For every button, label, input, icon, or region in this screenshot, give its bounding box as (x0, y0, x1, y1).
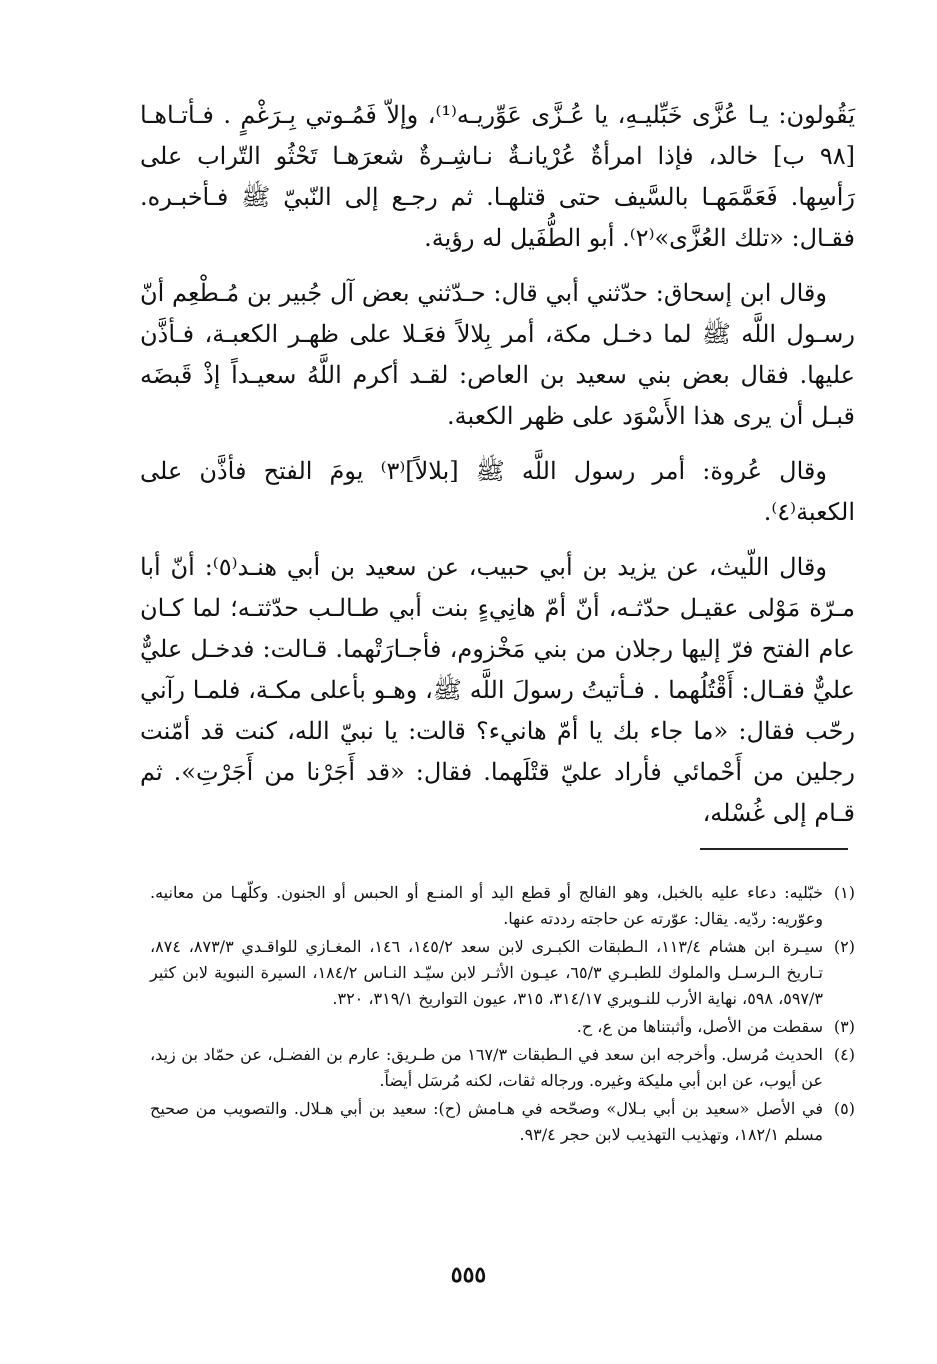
paragraph: وقال ابن إسحاق: حدّثني أبي قال: حـدّثني بعض آل جُبير بن مُـطْعِم أنّ رسـول اللَّه ﷺ لما دخـل مكة، أمر بِلالاً فعَـلا على ظهـر الكعبـة، فـأذَّن عليها. فقال بعض بني سعيد بن العاص: لقـد أكرم اللَّهُ سعيـداً إذْ قَبضَه قبـل أن يرى هذا الأَسْوَد على ظهر الكعبة. (140, 279, 855, 430)
paragraph: يَقُولون: يـا عُزَّى خَبِّليـهِ، يا عُـزَّى عَوِّريـه⁽¹⁾، وإلاّ فَمُـوتي بِـرَغْمٍ . فـأتـاهـا [٩٨ ب] خالد، فإذا امرأةٌ عُرْيانـةٌ نـاشِـرةٌ شعرَهـا تَحْثُو التّراب على رَأسِها. فَعَمَّمَهـا بالسَّيف حتى قتلهـا. ثم رجـع إلى النّبيّ ﷺ فـأخبـره. فقـال: «تلك العُزَّى»⁽٢⁾. أبو الطُّفَيل له رؤية. (140, 101, 855, 252)
footnote-text: خبّليه: دعاء عليه بالخبل، وهو الفالج أو قطع اليد أو المنـع أو الحبس أو الجنون. وكلّهـا من معانيه. وعوّريه: ردّيه. يقال: عوّرته عن حاجته رددته عنها. (150, 883, 823, 928)
footnote (150, 880, 855, 932)
footnote-text: سقطت من الأصل، وأثبتناها من ع، ح. (576, 1017, 823, 1036)
footnote-number: (٥) (833, 1099, 855, 1118)
footnote (150, 1042, 855, 1094)
footnote-text: سيـرة ابن هشام ١١٣/٤، الـطبقات الكبـرى لابن سعد ١٤٥/٢، ١٤٦، المغـازي للواقـدي ٨٧٣/٣، ٨٧٤، تـاريخ الـرسـل والملوك للطبـري ٦٥/٣، عيـون الأثـر لابن سيّـد النـاس ١٨٤/٢، السيرة النبوية لابن كثير ٥٩٧/٣، ٥٩٨، نهاية الأرب للنـويري ٣١٤/١٧، ٣١٥، عيون التواريخ ٣١٩/١، ٣٢٠. (150, 937, 823, 1008)
footnote-separator (700, 848, 848, 850)
main-text (140, 95, 855, 848)
footnote-number: (٣) (833, 1017, 855, 1036)
footnote-text: في الأصل «سعيد بن أبي بـلال» وصحّحه في هـامش (ح): سعيد بن أبي هـلال. والتصويب من صحيح مسلم ١٨٢/١، وتهذيب التهذيب لابن حجر ٩٣/٤. (150, 1099, 823, 1144)
footnote-text: الحديث مُرسل. وأخرجه ابن سعد في الـطبقات ١٦٧/٣ من طـريق: عارم بن الفضـل، عن حمّاد بن زيد، عن أيوب، عن ابن أبي مليكة وغيره. ورجاله ثقات، لكنه مُرسَل أيضاً. (150, 1045, 823, 1090)
footnotes (150, 880, 855, 1150)
footnote (150, 1096, 855, 1148)
footnote (150, 934, 855, 1012)
paragraph: وقال عُروة: أمر رسول اللَّه ﷺ [بلالاً]⁽٣⁾ يومَ الفتح فأذَّن على الكعبة⁽٤⁾. (140, 457, 855, 526)
footnote-number: (٤) (833, 1045, 855, 1064)
footnote-number: (١) (833, 883, 855, 902)
paragraph: وقال اللّيث، عن يزيد بن أبي حبيب، عن سعيد بن أبي هنـد⁽٥⁾: أنّ أبا مـرّة مَوْلى عقيـل حدّثـه، أنّ أمّ هانِيءٍ بنت أبي طـالـب حدّثتـه؛ لما كـان عام الفتح فرّ إليها رجلان من بني مَخْزوم، فأجـارَتْهما. قـالت: فدخـل عليٌّ عليٌّ فقـال: أَقْتُلُهما . فـأتيتُ رسولَ اللَّه ﷺ، وهـو بأعلى مكـة، فلمـا رآني رحّب فقال: «ما جاء بك يا أمّ هانيء؟ قالت: يا نبيّ الله، كنت قد أمّنت رجلين من أَحْمائي فأراد عليّ قتْلَهما. فقال: «قد أَجَرْنا من أَجَرْتِ». ثم قـام إلى غُسْله، (140, 553, 855, 827)
footnote-number: (٢) (833, 937, 855, 956)
footnote (150, 1014, 855, 1040)
page-number: ٥٥٥ (450, 1262, 487, 1288)
